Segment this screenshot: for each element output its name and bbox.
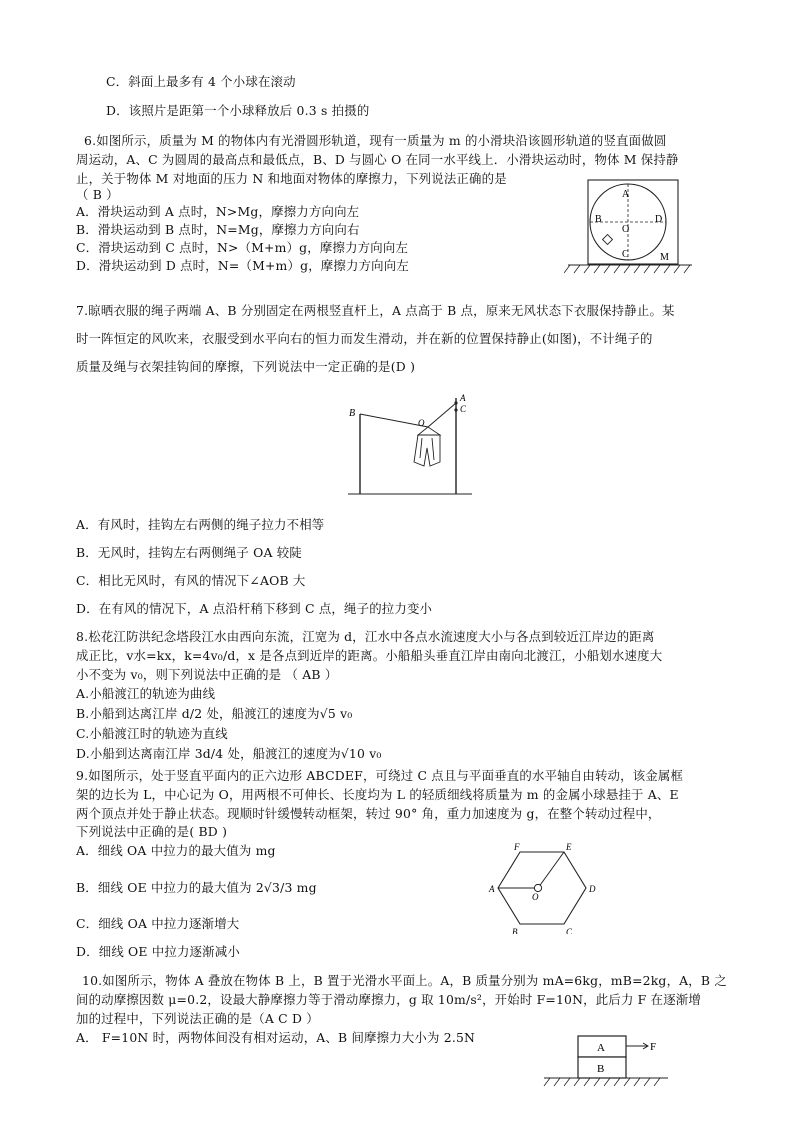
label-c: C [460,404,467,414]
q6-stem-line-3: 止，关于物体 M 对地面的压力 N 和地面对物体的摩擦力，下列说法正确的是 [76,171,507,186]
q8-option-a: A.小船渡江的轨迹为曲线 [76,686,216,701]
q6-option-b: B．滑块运动到 B 点时，N=Mg，摩擦力方向向右 [76,222,360,237]
q10-stem-line-3: 加的过程中，下列说法正确的是（A C D ） [76,1011,319,1026]
point-c [454,408,457,411]
q7-stem-line-3: 质量及绳与衣架挂钩间的摩擦，下列说法中一定正确的是(D ) [76,359,416,374]
q10-option-a: A． F=10N 时，两物体间没有相对运动，A、B 间摩擦力大小为 2.5N [76,1030,476,1045]
q9-option-a: A．细线 OA 中拉力的最大值为 mg [76,843,276,858]
slider-block [603,235,613,245]
q6-stem-line-1: 6.如图所示，质量为 M 的物体内有光滑圆形轨道，现有一质量为 m 的小滑块沿该圆形轨道的竖直面做圆 [84,133,667,148]
q7-option-d: D．在有风的情况下，A 点沿杆稍下移到 C 点，绳子的拉力变小 [76,601,433,616]
label-f: F [514,842,520,852]
q6-stem-line-2: 周运动，A、C 为圆周的最高点和最低点，B、D 与圆心 O 在同一水平线上．小滑块运动时，物体 M 保持静 [76,152,679,167]
q9-stem-line-3: 两个顶点并处于静止状态。现顺时针缓慢转动框架，转过 90° 角，重力加速度为 g，在整个转动过程中， [76,806,661,821]
q6-option-a: A．滑块运动到 A 点时，N>Mg，摩擦力方向向左 [76,204,360,219]
q9-option-b: B．细线 OE 中拉力的最大值为 2√3/3 mg [76,880,317,895]
label-o: O [532,892,539,902]
q7-stem-line-2: 时一阵恒定的风吹来，衣服受到水平向右的恒力而发生滑动，并在新的位置保持静止(如图)，不计绳子的 [76,331,653,346]
ground-hatching [564,265,690,273]
label-a: A [460,393,466,403]
q9-stem-line-2: 架的边长为 L，中心记为 O，用两根不可伸长、长度均为 L 的轻质细线将质量为 m 的金属小球悬挂于 A、E [76,787,679,802]
q8-stem-line-1: 8.松花江防洪纪念塔段江水由西向东流，江宽为 d，江水中各点水流速度大小与各点到较近江岸边的距离 [76,629,655,644]
rope-oa [428,403,456,427]
q9-stem-line-4: 下列说法中正确的是( BD ) [76,824,228,839]
ground-hatching [544,1078,660,1086]
q10-stem-line-2: 间的动摩擦因数 μ=0.2，设最大静摩擦力等于滑动摩擦力，g 取 10m/s²，开始时 F=10N，此后力 F 在逐渐增 [76,992,701,1007]
q9-option-d: D．细线 OE 中拉力逐渐减小 [76,944,240,959]
label-c: C [622,249,629,260]
label-b: B [597,1063,605,1075]
q9-stem-line-1: 9.如图所示，处于竖直平面内的正六边形 ABCDEF，可绕过 C 点且与平面垂直的水平轴自由转动，该金属框 [76,768,684,783]
q8-option-c: C.小船渡江时的轨迹为直线 [76,726,228,741]
label-b: B [349,408,356,419]
label-d: D [655,214,663,225]
prev-option-c: C．斜面上最多有 4 个小球在滚动 [106,74,296,89]
label-a: A [597,1042,605,1054]
string-oe [538,852,564,888]
clothes [414,427,440,466]
q7-option-b: B．无风时，挂钩左右两侧绳子 OA 较陡 [76,545,302,560]
label-b: B [595,214,602,225]
q6-track-figure [564,178,694,276]
label-e: E [566,842,572,852]
q7-option-c: C．相比无风时，有风的情况下∠AOB 大 [76,573,306,588]
label-d: D [589,884,596,894]
q9-option-c: C．细线 OA 中拉力逐渐增大 [76,916,240,931]
q9-hexagon-figure [486,842,598,934]
q8-stem-line-2: 成正比，v水=kx，k=4v₀/d，x 是各点到近岸的距离。小船船头垂直江岸由南向北渡江，小船划水速度大 [76,648,663,663]
label-b: B [512,927,518,934]
q7-option-a: A．有风时，挂钩左右两侧的绳子拉力不相等 [76,517,325,532]
prev-option-d: D．该照片是距第一个小球释放后 0.3 s 拍摄的 [106,103,370,118]
point-a [454,401,457,404]
label-f: F [650,1041,657,1053]
label-o: O [418,418,425,428]
label-a: A [622,189,630,200]
q6-answer: （ B ） [76,187,119,202]
q8-stem-line-3: 小不变为 v₀，则下列说法中正确的是 （ AB ） [76,667,338,682]
q7-stem-line-1: 7.晾晒衣服的绳子两端 A、B 分别固定在两根竖直杆上，A 点高于 B 点，原来无风状态下衣服保持静止。某 [76,303,675,318]
q6-option-c: C．滑块运动到 C 点时，N>（M+m）g，摩擦力方向向左 [76,240,409,255]
label-m: M [660,252,669,263]
q6-option-d: D．滑块运动到 D 点时，N=（M+m）g，摩擦力方向向左 [76,258,409,273]
q8-option-d: D.小船到达离南江岸 3d/4 处，船渡江的速度为√10 v₀ [76,746,382,761]
metal-ball [534,884,541,891]
label-a: A [489,884,495,894]
label-c: C [566,927,573,934]
label-o: O [622,224,630,235]
q7-clothesline-figure [344,390,474,498]
q10-stem-line-1: 10.如图所示，物体 A 叠放在物体 B 上，B 置于光滑水平面上。A，B 质量分别为 mA=6kg，mB=2kg，A，B 之 [82,973,727,988]
q10-blocks-figure [536,1034,676,1096]
q8-option-b: B.小船到达离江岸 d/2 处，船渡江的速度为√5 v₀ [76,706,353,721]
